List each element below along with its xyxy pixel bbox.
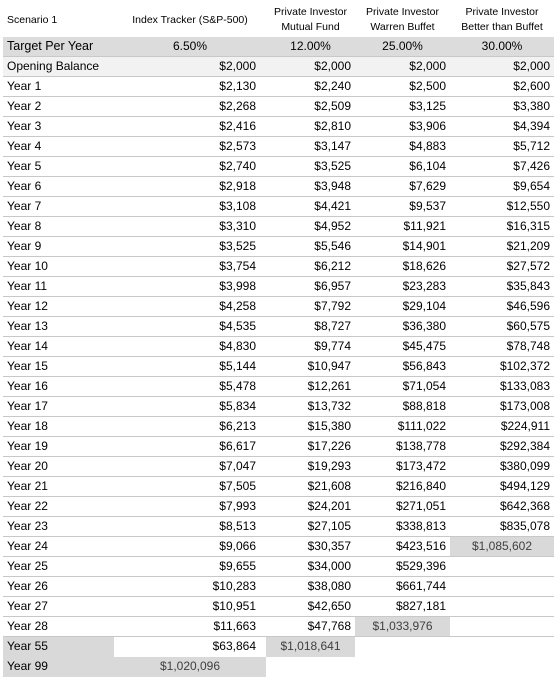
table-row bbox=[3, 217, 554, 237]
cell-mutual-fund: $17,226 bbox=[307, 439, 351, 453]
cell-warren-buffet: $36,380 bbox=[402, 319, 446, 333]
year-label: Year 2 bbox=[7, 99, 42, 113]
table-row bbox=[3, 317, 554, 337]
cell-warren-buffet bbox=[355, 637, 450, 657]
cell-mutual-fund: $6,957 bbox=[314, 279, 351, 293]
cell-better-than-buffet: $292,384 bbox=[499, 439, 550, 453]
year-label: Year 5 bbox=[7, 159, 42, 173]
cell-warren-buffet: $529,396 bbox=[395, 559, 446, 573]
table-row bbox=[3, 537, 554, 557]
cell-warren-buffet: $216,840 bbox=[395, 479, 446, 493]
cell-better-than-buffet bbox=[450, 637, 554, 657]
cell-better-than-buffet: $16,315 bbox=[506, 219, 550, 233]
cell-warren-buffet: $6,104 bbox=[409, 159, 446, 173]
cell-better-than-buffet bbox=[450, 617, 554, 636]
header-mutual-fund-line2: Mutual Fund bbox=[281, 21, 340, 33]
cell-mutual-fund: $15,380 bbox=[307, 419, 351, 433]
cell-warren-buffet: $45,475 bbox=[402, 339, 446, 353]
header-better-than-buffet-line2: Better than Buffet bbox=[461, 21, 543, 33]
cell-index-tracker: $63,864 bbox=[212, 639, 256, 653]
cell-better-than-buffet bbox=[450, 657, 554, 677]
year-label: Year 1 bbox=[7, 79, 42, 93]
table-row bbox=[3, 337, 554, 357]
year-label: Year 28 bbox=[7, 619, 48, 633]
cell-warren-buffet: $18,626 bbox=[402, 259, 446, 273]
opening-better-than-buffet: $2,000 bbox=[513, 59, 550, 73]
cell-mutual-fund: $9,774 bbox=[314, 339, 351, 353]
cell-mutual-fund: $13,732 bbox=[307, 399, 351, 413]
year-label: Year 26 bbox=[7, 579, 48, 593]
cell-better-than-buffet bbox=[450, 577, 554, 596]
cell-index-tracker: $7,505 bbox=[219, 479, 256, 493]
cell-mutual-fund: $5,546 bbox=[314, 239, 351, 253]
cell-index-tracker: $2,918 bbox=[219, 179, 256, 193]
cell-better-than-buffet: $133,083 bbox=[499, 379, 550, 393]
cell-mutual-fund: $38,080 bbox=[307, 579, 351, 593]
cell-better-than-buffet: $380,099 bbox=[499, 459, 550, 473]
cell-mutual-fund: $47,768 bbox=[307, 619, 351, 633]
target-better-than-buffet: 30.00% bbox=[481, 39, 523, 53]
cell-better-than-buffet: $35,843 bbox=[506, 279, 550, 293]
target-warren-buffet: 25.00% bbox=[382, 39, 423, 53]
year-label: Year 25 bbox=[7, 559, 48, 573]
table-row bbox=[3, 477, 554, 497]
cell-better-than-buffet: $2,600 bbox=[513, 79, 550, 93]
table-row bbox=[3, 597, 554, 617]
cell-mutual-fund: $30,357 bbox=[307, 539, 351, 553]
year-label: Year 12 bbox=[7, 299, 48, 313]
cell-mutual-fund: $6,212 bbox=[314, 259, 351, 273]
cell-index-tracker: $11,663 bbox=[213, 619, 256, 633]
year-label: Year 18 bbox=[7, 419, 48, 433]
cell-mutual-fund: $1,018,641 bbox=[266, 637, 355, 657]
cell-better-than-buffet: $3,380 bbox=[513, 99, 550, 113]
table-row bbox=[3, 297, 554, 317]
table-row bbox=[3, 157, 554, 177]
opening-label: Opening Balance bbox=[7, 59, 100, 73]
cell-better-than-buffet bbox=[450, 557, 554, 576]
cell-index-tracker: $3,310 bbox=[219, 219, 256, 233]
cell-better-than-buffet: $642,368 bbox=[499, 499, 550, 513]
table-row bbox=[3, 197, 554, 217]
scenario-label: Scenario 1 bbox=[7, 13, 58, 26]
cell-warren-buffet: $14,901 bbox=[402, 239, 446, 253]
cell-warren-buffet bbox=[355, 657, 450, 677]
year-label: Year 4 bbox=[7, 139, 42, 153]
cell-warren-buffet: $56,843 bbox=[402, 359, 446, 373]
table-row bbox=[3, 257, 554, 277]
cell-better-than-buffet: $27,572 bbox=[506, 259, 550, 273]
cell-warren-buffet: $827,181 bbox=[395, 599, 446, 613]
year-label: Year 9 bbox=[7, 239, 42, 253]
year-label: Year 55 bbox=[3, 637, 114, 657]
cell-index-tracker: $4,830 bbox=[219, 339, 256, 353]
cell-index-tracker: $5,834 bbox=[219, 399, 256, 413]
cell-better-than-buffet: $9,654 bbox=[513, 179, 550, 193]
table-row bbox=[3, 417, 554, 437]
year-label: Year 27 bbox=[7, 599, 48, 613]
cell-better-than-buffet: $1,085,602 bbox=[450, 537, 554, 556]
cell-index-tracker: $8,513 bbox=[219, 519, 256, 533]
table-row bbox=[3, 457, 554, 477]
cell-better-than-buffet bbox=[450, 597, 554, 616]
cell-better-than-buffet: $4,394 bbox=[513, 119, 550, 133]
year-label: Year 6 bbox=[7, 179, 42, 193]
cell-warren-buffet: $9,537 bbox=[409, 199, 446, 213]
table-row bbox=[3, 437, 554, 457]
table-row bbox=[3, 397, 554, 417]
cell-mutual-fund: $4,952 bbox=[314, 219, 351, 233]
cell-better-than-buffet: $46,596 bbox=[506, 299, 550, 313]
table-row bbox=[3, 177, 554, 197]
cell-mutual-fund: $2,509 bbox=[314, 99, 351, 113]
cell-index-tracker: $2,740 bbox=[219, 159, 256, 173]
table-row bbox=[3, 517, 554, 537]
cell-mutual-fund: $2,240 bbox=[314, 79, 351, 93]
year-label: Year 15 bbox=[7, 359, 48, 373]
cell-better-than-buffet: $173,008 bbox=[499, 399, 550, 413]
cell-mutual-fund: $3,525 bbox=[314, 159, 351, 173]
cell-mutual-fund: $8,727 bbox=[314, 319, 351, 333]
table-row bbox=[3, 277, 554, 297]
cell-warren-buffet: $173,472 bbox=[395, 459, 446, 473]
cell-index-tracker: $4,535 bbox=[219, 319, 256, 333]
table-row bbox=[3, 117, 554, 137]
cell-warren-buffet: $3,125 bbox=[409, 99, 446, 113]
table-row bbox=[3, 77, 554, 97]
cell-better-than-buffet: $60,575 bbox=[506, 319, 550, 333]
header-warren-buffet bbox=[355, 3, 450, 37]
investment-table bbox=[3, 3, 554, 677]
header-better-than-buffet-line1: Private Investor bbox=[465, 6, 539, 18]
opening-balance-row bbox=[3, 57, 554, 77]
cell-warren-buffet: $11,921 bbox=[403, 219, 446, 233]
cell-mutual-fund: $7,792 bbox=[314, 299, 351, 313]
table-row bbox=[3, 137, 554, 157]
cell-mutual-fund: $10,947 bbox=[307, 359, 351, 373]
year-label: Year 21 bbox=[7, 479, 48, 493]
cell-warren-buffet: $29,104 bbox=[402, 299, 446, 313]
cell-warren-buffet: $7,629 bbox=[409, 179, 446, 193]
cell-mutual-fund: $3,948 bbox=[314, 179, 351, 193]
cell-index-tracker: $6,213 bbox=[219, 419, 256, 433]
cell-index-tracker: $3,525 bbox=[219, 239, 256, 253]
table-row bbox=[3, 237, 554, 257]
year-label: Year 17 bbox=[7, 399, 48, 413]
cell-index-tracker: $2,268 bbox=[219, 99, 256, 113]
year-label: Year 3 bbox=[7, 119, 42, 133]
cell-warren-buffet: $138,778 bbox=[395, 439, 446, 453]
cell-warren-buffet: $3,906 bbox=[409, 119, 446, 133]
cell-warren-buffet: $88,818 bbox=[402, 399, 446, 413]
header-index-tracker: Index Tracker (S&P-500) bbox=[132, 13, 248, 26]
cell-index-tracker: $7,993 bbox=[219, 499, 256, 513]
cell-warren-buffet: $71,054 bbox=[402, 379, 446, 393]
cell-index-tracker: $10,951 bbox=[212, 599, 256, 613]
cell-better-than-buffet: $12,550 bbox=[506, 199, 550, 213]
cell-index-tracker: $5,144 bbox=[219, 359, 256, 373]
table-row bbox=[3, 357, 554, 377]
cell-better-than-buffet: $5,712 bbox=[513, 139, 550, 153]
header-warren-buffet-line1: Private Investor bbox=[366, 6, 439, 18]
cell-index-tracker: $7,047 bbox=[219, 459, 256, 473]
cell-mutual-fund: $24,201 bbox=[307, 499, 351, 513]
table-row bbox=[3, 617, 554, 637]
cell-warren-buffet: $1,033,976 bbox=[355, 617, 450, 636]
year-label: Year 19 bbox=[7, 439, 48, 453]
year-label: Year 23 bbox=[7, 519, 48, 533]
cell-mutual-fund: $12,261 bbox=[307, 379, 351, 393]
opening-warren-buffet: $2,000 bbox=[409, 59, 446, 73]
year-label: Year 10 bbox=[7, 259, 48, 273]
header-mutual-fund bbox=[266, 3, 355, 37]
year-label: Year 22 bbox=[7, 499, 48, 513]
cell-mutual-fund: $4,421 bbox=[314, 199, 351, 213]
target-label: Target Per Year bbox=[7, 39, 94, 53]
cell-warren-buffet: $23,283 bbox=[402, 279, 446, 293]
target-row bbox=[3, 37, 554, 57]
cell-warren-buffet: $4,883 bbox=[409, 139, 446, 153]
cell-mutual-fund: $27,105 bbox=[307, 519, 351, 533]
cell-index-tracker: $2,573 bbox=[219, 139, 256, 153]
cell-better-than-buffet: $78,748 bbox=[506, 339, 550, 353]
cell-warren-buffet: $338,813 bbox=[395, 519, 446, 533]
target-index-tracker: 6.50% bbox=[172, 39, 208, 53]
cell-better-than-buffet: $224,911 bbox=[500, 419, 550, 433]
cell-better-than-buffet: $102,372 bbox=[499, 359, 550, 373]
year-label: Year 99 bbox=[3, 657, 114, 677]
cell-index-tracker: $9,066 bbox=[219, 539, 256, 553]
table-row bbox=[3, 497, 554, 517]
cell-warren-buffet: $2,500 bbox=[409, 79, 446, 93]
cell-better-than-buffet: $494,129 bbox=[499, 479, 550, 493]
year-label: Year 24 bbox=[7, 539, 48, 553]
cell-better-than-buffet: $7,426 bbox=[513, 159, 550, 173]
table-row bbox=[3, 657, 554, 677]
cell-index-tracker: $10,283 bbox=[212, 579, 256, 593]
table-row bbox=[3, 377, 554, 397]
year-label: Year 16 bbox=[7, 379, 48, 393]
cell-index-tracker: $4,258 bbox=[219, 299, 256, 313]
year-label: Year 8 bbox=[7, 219, 42, 233]
cell-better-than-buffet: $835,078 bbox=[499, 519, 550, 533]
header-warren-buffet-line2: Warren Buffet bbox=[370, 21, 435, 33]
cell-mutual-fund: $2,810 bbox=[314, 119, 351, 133]
cell-index-tracker: $2,416 bbox=[219, 119, 256, 133]
year-label: Year 7 bbox=[7, 199, 42, 213]
table-row bbox=[3, 97, 554, 117]
cell-mutual-fund: $19,293 bbox=[307, 459, 351, 473]
cell-index-tracker: $3,754 bbox=[219, 259, 256, 273]
cell-mutual-fund bbox=[266, 657, 355, 677]
cell-warren-buffet: $423,516 bbox=[395, 539, 446, 553]
cell-index-tracker: $5,478 bbox=[219, 379, 256, 393]
year-label: Year 11 bbox=[7, 279, 48, 293]
table-row bbox=[3, 637, 554, 657]
year-label: Year 14 bbox=[7, 339, 48, 353]
target-mutual-fund: 12.00% bbox=[290, 39, 331, 53]
cell-mutual-fund: $21,608 bbox=[307, 479, 351, 493]
year-rows bbox=[3, 77, 554, 677]
header-mutual-fund-line1: Private Investor bbox=[274, 6, 347, 18]
year-label: Year 13 bbox=[7, 319, 48, 333]
cell-mutual-fund: $34,000 bbox=[307, 559, 351, 573]
opening-mutual-fund: $2,000 bbox=[314, 59, 351, 73]
table-row bbox=[3, 557, 554, 577]
cell-mutual-fund: $42,650 bbox=[307, 599, 351, 613]
cell-index-tracker: $3,108 bbox=[219, 199, 256, 213]
header-row bbox=[3, 3, 554, 37]
cell-index-tracker: $3,998 bbox=[219, 279, 256, 293]
cell-warren-buffet: $271,051 bbox=[395, 499, 446, 513]
cell-better-than-buffet: $21,209 bbox=[506, 239, 550, 253]
cell-warren-buffet: $111,022 bbox=[397, 419, 446, 433]
year-label: Year 20 bbox=[7, 459, 48, 473]
cell-index-tracker: $9,655 bbox=[219, 559, 256, 573]
cell-index-tracker: $1,020,096 bbox=[114, 657, 266, 677]
table-row bbox=[3, 577, 554, 597]
cell-warren-buffet: $661,744 bbox=[395, 579, 446, 593]
cell-index-tracker: $2,130 bbox=[219, 79, 256, 93]
cell-mutual-fund: $3,147 bbox=[314, 139, 351, 153]
cell-index-tracker: $6,617 bbox=[219, 439, 256, 453]
header-better-than-buffet bbox=[450, 3, 554, 37]
opening-index-tracker: $2,000 bbox=[219, 59, 256, 73]
